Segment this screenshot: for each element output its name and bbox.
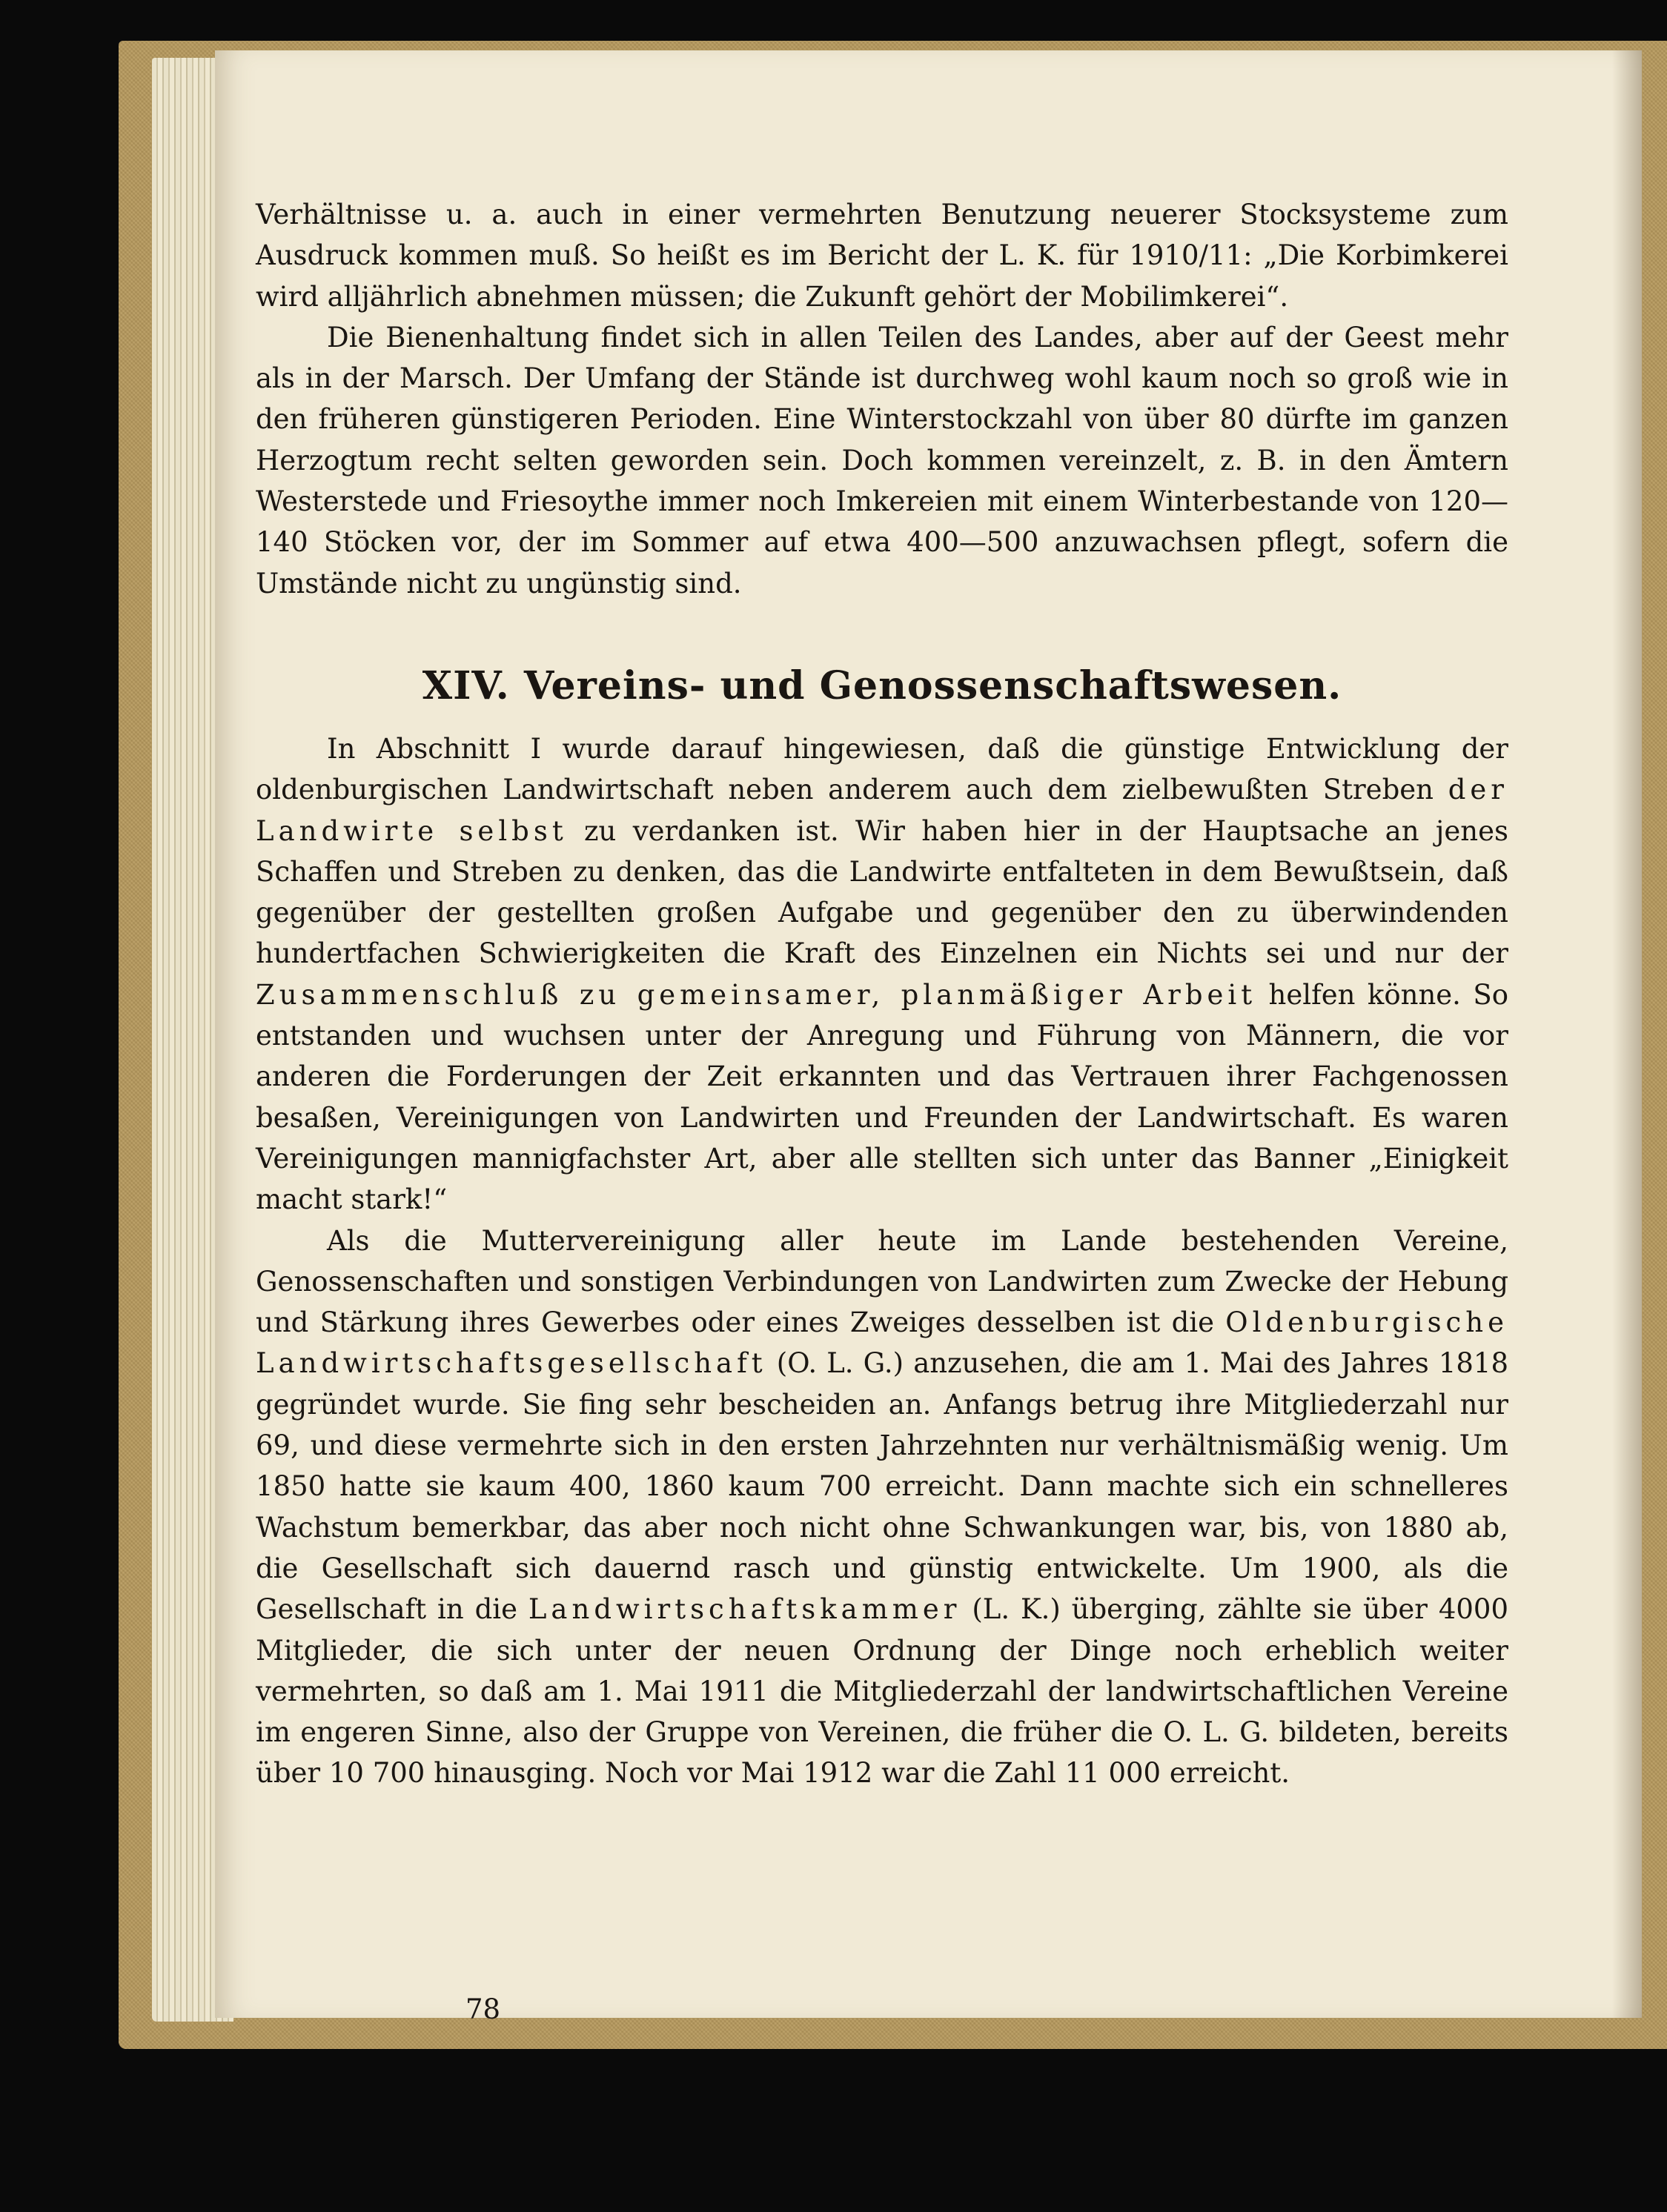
page-body <box>256 194 1508 1794</box>
paragraph-2: Die Bienenhaltung findet sich in allen Teilen des Landes, aber auf der Geest mehr als in der Marsch. Der Umfang der Stände ist durchweg wohl kaum noch so groß wie in den früheren günstigeren Perioden. Eine Winterstockzahl von über 80 dürfte im ganzen Herzogtum recht selten geworden sein. Doch kommen vereinzelt, z. B. in den Ämtern Westerstede und Friesoythe immer noch Imkereien mit einem Winterbestande von 120—140 Stöcken vor, der im Sommer auf etwa 400—500 anzuwachsen pflegt, sofern die Umstände nicht zu ungünstig sind. <box>256 321 1508 600</box>
emphasis-olg: Oldenburgische Landwirtschaftsgesellschaft <box>256 1306 1508 1380</box>
paragraph-4-text-a: Als die Muttervereinigung aller heute im Lande bestehenden Vereine, Genossenschaften und sonstigen Verbindungen von Landwirten zum Zwecke der Hebung und Stärkung ihres Gewerbes oder eines Zweiges desselben ist die <box>256 1224 1508 1339</box>
page-gutter <box>1612 50 1642 2018</box>
emphasis-landwirte: der Landwirte selbst <box>256 774 1508 847</box>
page-number: 78 <box>465 1993 501 2025</box>
paragraph-4-text-b: (O. L. G.) anzusehen, die am 1. Mai des Jahres 1818 gegründet wurde. Sie fing sehr bescheiden an. Anfangs betrug ihre Mitgliederzahl nur 69, und diese vermehrte sich in den ersten Jahrzehnten nur verhältnismäßig wenig. Um 1850 hatte sie kaum 400, 1860 kaum 700 erreicht. Dann machte sich ein schnelleres Wachstum bemerkbar, das aber noch nicht ohne Schwankungen war, bis, von 1880 ab, die Gesellschaft sich dauernd rasch und günstig entwickelte. Um 1900, als die Gesellschaft in die <box>256 1347 1508 1626</box>
paragraph-1: Verhältnisse u. a. auch in einer vermehrten Benutzung neuerer Stocksysteme zum Ausdruck kommen muß. So heißt es im Bericht der L. K. für 1910/11: „Die Korbimkerei wird alljährlich abnehmen müssen; die Zukunft gehört der Mobilimkerei“. <box>256 199 1508 313</box>
paragraph-3-text-b: zu verdanken ist. Wir haben hier in der Hauptsache an jenes Schaffen und Streben zu denken, das die Landwirte entfalteten in dem Bewußtsein, daß gegenüber der gestellten großen Aufgabe und gegenüber den zu überwindenden hundertfachen Schwierigkeiten die Kraft des Einzelnen ein Nichts sei und nur der <box>256 814 1508 970</box>
section-heading: XIV. Vereins- und Genossenschaftswesen. <box>422 662 1342 708</box>
paragraph-4 <box>256 1220 1508 1794</box>
paragraph-3-text-a: In Abschnitt I wurde darauf hingewiesen, daß die günstige Entwicklung der oldenburgischen Landwirtschaft neben anderem auch dem zielbewußten Streben <box>256 732 1508 806</box>
paragraph-4-text-c: (L. K.) überging, zählte sie über 4000 Mitglieder, die sich unter der neuen Ordnung der Dinge noch erheblich weiter vermehrten, so daß am 1. Mai 1911 die Mitgliederzahl der landwirtschaftlichen Vereine im engeren Sinne, also der Gruppe von Vereinen, die früher die O. L. G. bildeten, bereits über 10 700 hinausging. Noch vor Mai 1912 war die Zahl 11 000 erreicht. <box>256 1593 1508 1790</box>
emphasis-kammer: Landwirtschaftskammer <box>528 1593 961 1626</box>
emphasis-zusammenschluss: Zusammenschluß zu gemeinsamer, planmäßiger Arbeit <box>256 978 1257 1011</box>
paragraph-3 <box>256 728 1508 1220</box>
paragraph-3-text-c: helfen könne. So entstanden und wuchsen unter der Anregung und Führung von Männern, die vor anderen die Forderungen der Zeit erkannten und das Vertrauen ihrer Fachgenossen besaßen, Vereinigungen von Landwirten und Freunden der Landwirtschaft. Es waren Vereinigungen mannigfachster Art, aber alle stellten sich unter das Banner „Einigkeit macht stark!“ <box>256 978 1508 1216</box>
